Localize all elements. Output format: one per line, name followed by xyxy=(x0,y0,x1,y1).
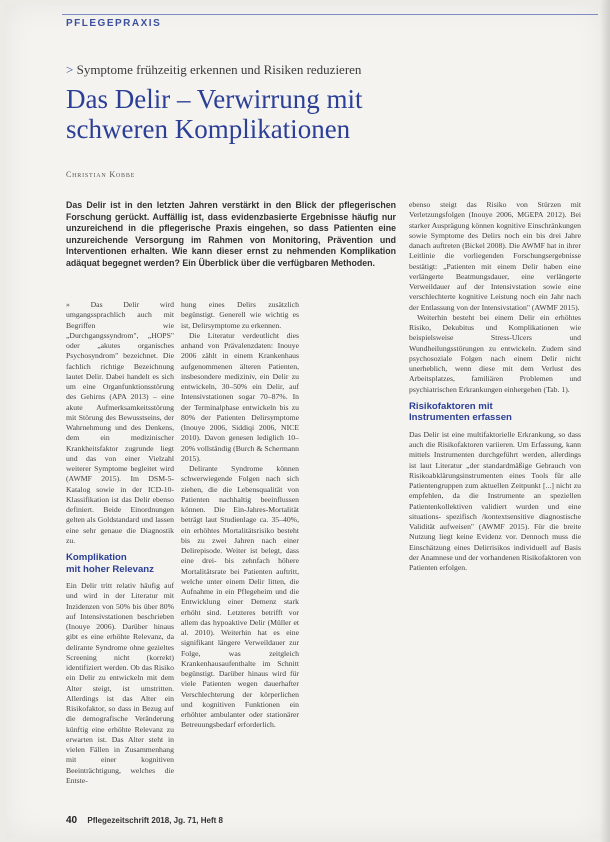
col2-paragraph-1: hung eines Delirs zusätzlich begünstigt. Generell wie wichtig es ist, Delirsymptome zu erkennen. xyxy=(181,300,299,330)
author: Christian Kobbe xyxy=(66,170,136,179)
col3-subheading-line-2: Instrumenten erfassen xyxy=(409,412,512,424)
col1-subheading-line-2: mit hoher Relevanz xyxy=(66,563,154,575)
column-2 xyxy=(181,300,299,731)
section-label: PFLEGEPRAXIS xyxy=(66,18,162,29)
section-header xyxy=(62,14,598,35)
kicker-text: Symptome frühzeitig erkennen und Risiken reduzieren xyxy=(76,62,362,77)
col1-paragraph-2: Ein Delir tritt relativ häufig auf und wird in der Literatur mit Inzidenzen von 50% bis über 80% auf Intensivstationen beschrieben (Inouye 2006). Darüber hinaus gibt es eine erhöhte Relevanz, da delirante Syndrome ohne gezieltes Screening nicht (korrekt) identifiziert werden. Ob das Risiko ein Delir zu entwickeln mit dem Alter steigt, ist umstritten. Allerdings ist das Alter ein Risikofaktor, so dass in Bezug auf die demografische Veränderung künftig eine erhöhte Relevanz zu erwarten ist. Das Alter steht in vielen Fällen in Zusammenhang mit einer kognitiven Beeinträchtigung, welches die Entste- xyxy=(66,581,174,785)
title-line-1: Das Delir – Verwirrung mit xyxy=(66,84,363,114)
page-footer xyxy=(66,815,406,826)
page-edge-shadow xyxy=(600,0,610,842)
kicker xyxy=(66,62,546,78)
col1-paragraph-1: » Das Delir wird umgangssprachlich auch mit Begriffen wie „Durchgangssyndrom", „HOPS" oder „akutes organisches Psychosyndrom" bezeichnet. Die fachlich richtige Bezeichnung lautet Delir. Dabei handelt es sich um eine Organfunktionsstörung des Gehirns (APA 2013) – eine akute Aufmerksamkeitsstörung mit Störung des Bewusstseins, der Wahrnehmung und des Denkens, dem ein medizinischer Krankheitsfaktor zugrunde liegt und das von einer Vielzahl weiterer Symptome begleitet wird (AWMF 2015). Im DSM-5-Katalog sowie in der ICD-10-Klassifikation ist das Delir ebenso definiert. Beide Einordnungen gelten als Goldstandard und lassen eine sehr genaue die Diagnostik zu. xyxy=(66,300,174,545)
col3-paragraph-3: Das Delir ist eine multifaktorielle Erkrankung, so dass auch die Risikofaktoren variieren. Um Erfassung, kann mittels Instrumenten durchgeführt werden, allerdings ist laut Literatur „der standardmäßige Gebrauch von Risikoabklärungsinstrumenten eines Tools für alle Patientengruppen zum aktuellen Zeitpunkt [...] nicht zu empfehlen, da die Instrumente an speziellen Patientenkollektiven validiert wurden und eine situations- spezifisch /kontextsensitive diagnostische Validität aufweisen" (AWMF 2015). Für die breite Nutzung liegt keine Evidenz vor. Dennoch muss die Einschätzung eines Delirrisikos individuell auf Basis der Anamnese und der vorhandenen Risikofaktoren von Patienten erfolgen. xyxy=(409,429,581,572)
col2-paragraph-2: Die Literatur verdeutlicht dies anhand von Prävalenzdaten: Inouye 2006 zählt in einem Krankenhaus aufgenommenen älteren Patienten, insbesondere mediziniv, ein Delir zu entwickeln, 30–50% ein Delir, auf Intensivstationen sogar 70–87%. In der Terminalphase entwickeln bis zu 80% der Patienten Delirsymptome (Inouye 2006, Siddiqi 2006, NICE 2010). Davon genesen lediglich 10–20% vollständig (Burch & Schermann 2015). xyxy=(181,330,299,463)
col1-subheading xyxy=(66,552,174,575)
column-3 xyxy=(409,200,581,573)
page-number: 40 xyxy=(66,815,78,826)
journal-citation: Pflegezeitschrift 2018, Jg. 71, Heft 8 xyxy=(87,816,223,825)
lead-paragraph: Das Delir ist in den letzten Jahren verstärkt in den Blick der pflegerischen Forschung gerückt. Auffällig ist, dass evidenzbasierte Ergebnisse häufig nur unzureichend in die pflegerische Praxis eingehen, so dass Patienten eine unzureichende Versorgung im Rahmen von Monitoring, Prävention und Interventionen erhalten. Wie kann dieser ernst zu nehmenden Komplikation adäquat begegnet werden? Ein Überblick über die verfügbaren Methoden. xyxy=(66,200,396,268)
column-1 xyxy=(66,300,174,786)
col2-paragraph-3: Delirante Syndrome können schwerwiegende Folgen nach sich ziehen, die die Lebensqualität von Patienten nachhaltig beeinflussen können. Die Ein-Jahres-Mortalität beträgt laut Studienlage ca. 35–40%, ein erhöhtes Mortalitätsrisiko besteht bis zu zwei Jahren nach einer Delirepisode. Weiter ist belegt, dass eine drei- bis zehnfach höhere Mortalitätsrate bei Patienten auftritt, welche unter einem Delir litten, die Aufnahme in ein Pflegeheim und die Entwicklung einer Demenz stark erhöht sind. Letzteres betrifft vor allem das hypoaktive Delir (Müller et al. 2010). Weiterhin hat es eine signifikant längere Verweildauer zur Folge, was zeitgleich Krankenhausaufenthalte im Schnitt begünstigt. Darüber hinaus wird für viele Patienten wegen dauerhafter Verschlechterung der körperlichen und kognitiven Funktionen ein erhöhter ambulanter oder stationärer Betreuungsbedarf erforderlich. xyxy=(181,464,299,730)
col1-subheading-line-1: Komplikation xyxy=(66,552,127,563)
col3-paragraph-1: ebenso steigt das Risiko von Stürzen mit Verletzungsfolgen (Inouye 2006, MGEPA 2012). Bei starker Ausprägung können kognitive Einschränkungen sowie Symptome des Delirs noch ein bis drei Jahre danach auftreten (Bickel 2008). Die AWMF hat in ihrer Leitlinie die vorliegenden Forschungsergebnisse bestätigt: „Patienten mit einem Delir haben eine verlängerte Beatmungsdauer, eine verlängerte Verweildauer auf der Intensivstation sowie eine verschlechterte kognitive Leistung noch ein Jahr nach der Entlassung von der Intensivstation" (AWMF 2015). xyxy=(409,200,581,312)
col3-subheading xyxy=(409,401,581,424)
col3-paragraph-2: Weiterhin besteht bei einem Delir ein erhöhtes Risiko, Dekubitus und Komplikationen wie beispielsweise Stress-Ulcers und Wundheilungsstörungen zu entwickeln. Zudem sind psychosoziale Folgen nach einem Delir nicht unerheblich, wenn diese mit dem Verlust des Arbeitsplatzes, familiären Problemen und psychiatrischen Erkrankungen einhergehen (Tab. 1). xyxy=(409,312,581,394)
kicker-arrow-icon: > xyxy=(66,62,74,77)
article-title xyxy=(66,84,546,144)
title-line-2: schweren Komplikationen xyxy=(66,114,351,144)
col3-subheading-line-1: Risikofaktoren mit xyxy=(409,400,493,412)
